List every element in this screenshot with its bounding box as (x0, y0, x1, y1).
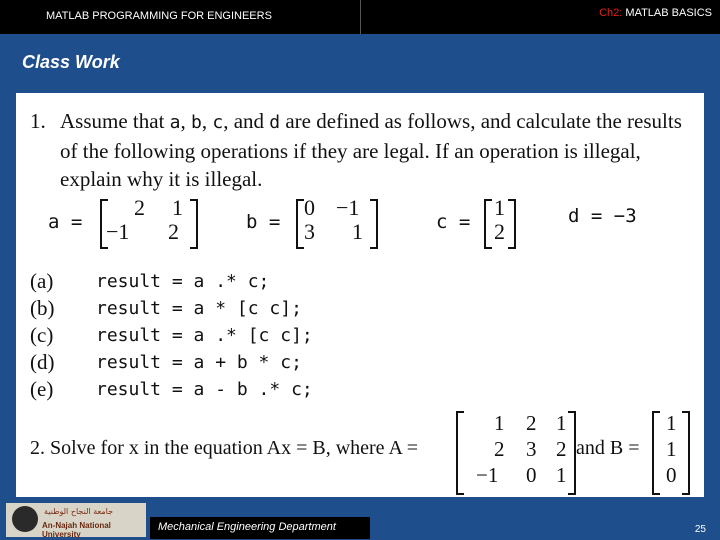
operation-row (30, 323, 430, 350)
matrix-c-right-bracket (508, 199, 516, 249)
operation-label: (b) (30, 296, 55, 320)
operation-row (30, 377, 430, 404)
matrix-a-cell: 2 (134, 195, 145, 220)
university-emblem-icon (12, 506, 38, 532)
matrix-c-cell: 1 (494, 195, 505, 220)
matrix-c-left-bracket (484, 199, 492, 249)
matrix-B-cell: 1 (666, 437, 677, 461)
slide-header (0, 0, 720, 34)
operation-label: (d) (30, 350, 55, 374)
operation-label: (c) (30, 323, 54, 347)
matrix-A (456, 411, 576, 495)
q1-text-6: , and (223, 109, 270, 133)
matrix-b-cell: 0 (304, 195, 315, 220)
matrix-A-left-bracket (456, 411, 464, 495)
matrix-B-cell: 1 (666, 411, 677, 435)
matrix-A-right-bracket (568, 411, 576, 495)
matrix-A-cell: 0 (526, 463, 537, 487)
course-title: MATLAB PROGRAMMING FOR ENGINEERS (46, 10, 272, 22)
operation-label: (e) (30, 377, 54, 401)
matrix-b-label: b = (246, 211, 281, 233)
question-1-number: 1. (30, 109, 46, 133)
matrix-A-cell: 2 (556, 437, 567, 461)
content-panel (16, 93, 704, 497)
q1-text-8: are defined as follows, and calculate the results of the following operations if they are legal. If an operation is illegal, explain why it is illegal. (60, 109, 682, 191)
matrix-a-label: a = (48, 211, 83, 233)
matrix-a-cell: 1 (172, 195, 183, 220)
department-name: Mechanical Engineering Department (158, 521, 336, 533)
operation-label: (a) (30, 269, 54, 293)
operation-row (30, 269, 430, 296)
question-1-text (60, 107, 700, 193)
matrix-b-cell: 1 (352, 219, 363, 244)
operation-row (30, 296, 430, 323)
matrix-B (652, 411, 692, 495)
header-divider (360, 0, 361, 34)
q1-var-b: b (191, 112, 202, 133)
q1-text-0: Assume that (60, 109, 170, 133)
question-2-text: 2. Solve for x in the equation Ax = B, where A = (30, 437, 419, 459)
matrix-a (48, 195, 218, 245)
matrix-b-right-bracket (370, 199, 378, 249)
matrix-a-cell: 2 (168, 219, 179, 244)
q1-var-d: d (269, 112, 281, 133)
university-logo (6, 503, 146, 537)
page-number: 25 (694, 524, 706, 535)
operation-code: result = a .* [c c]; (96, 325, 313, 346)
matrix-b-left-bracket (296, 199, 304, 249)
chapter-name: MATLAB BASICS (622, 7, 712, 19)
logo-arabic-text: جامعة النجاح الوطنية (44, 507, 114, 516)
matrix-B-cell: 0 (666, 463, 677, 487)
chapter-label: Ch2: (599, 7, 623, 19)
question-1 (30, 107, 700, 193)
matrix-A-cell: 2 (526, 411, 537, 435)
logo-english-text: An-Najah National University (42, 521, 111, 539)
q1-text-2: , (180, 109, 191, 133)
operation-code: result = a + b * c; (96, 352, 302, 373)
matrix-A-cell: 2 (494, 437, 505, 461)
q1-text-4: , (201, 109, 213, 133)
operation-code: result = a .* c; (96, 271, 270, 292)
matrix-c-label: c = (436, 211, 471, 233)
chapter-title (599, 7, 712, 19)
matrix-A-cell: 1 (556, 463, 567, 487)
matrix-b-cell: −1 (336, 195, 360, 220)
matrix-B-left-bracket (652, 411, 660, 495)
slide-title: Class Work (22, 52, 120, 72)
matrix-B-right-bracket (682, 411, 690, 495)
operation-code: result = a * [c c]; (96, 298, 302, 319)
footer-department-bar (150, 517, 370, 539)
matrix-b-cell: 3 (304, 219, 315, 244)
operation-code: result = a - b .* c; (96, 379, 313, 400)
operation-row (30, 350, 430, 377)
matrix-c (436, 195, 536, 245)
matrix-b (246, 195, 396, 245)
scalar-d (568, 199, 678, 245)
q1-var-a: a (169, 112, 181, 133)
matrix-a-cell: −1 (106, 219, 130, 244)
q1-var-c: c (212, 112, 224, 133)
matrix-c-cell: 2 (494, 219, 505, 244)
matrix-A-cell: −1 (476, 463, 499, 487)
scalar-d-label: d = −3 (568, 205, 637, 227)
matrix-A-cell: 1 (556, 411, 567, 435)
matrix-A-cell: 1 (494, 411, 505, 435)
matrix-a-right-bracket (190, 199, 198, 249)
and-b-label: and B = (576, 437, 640, 459)
matrix-A-cell: 3 (526, 437, 537, 461)
